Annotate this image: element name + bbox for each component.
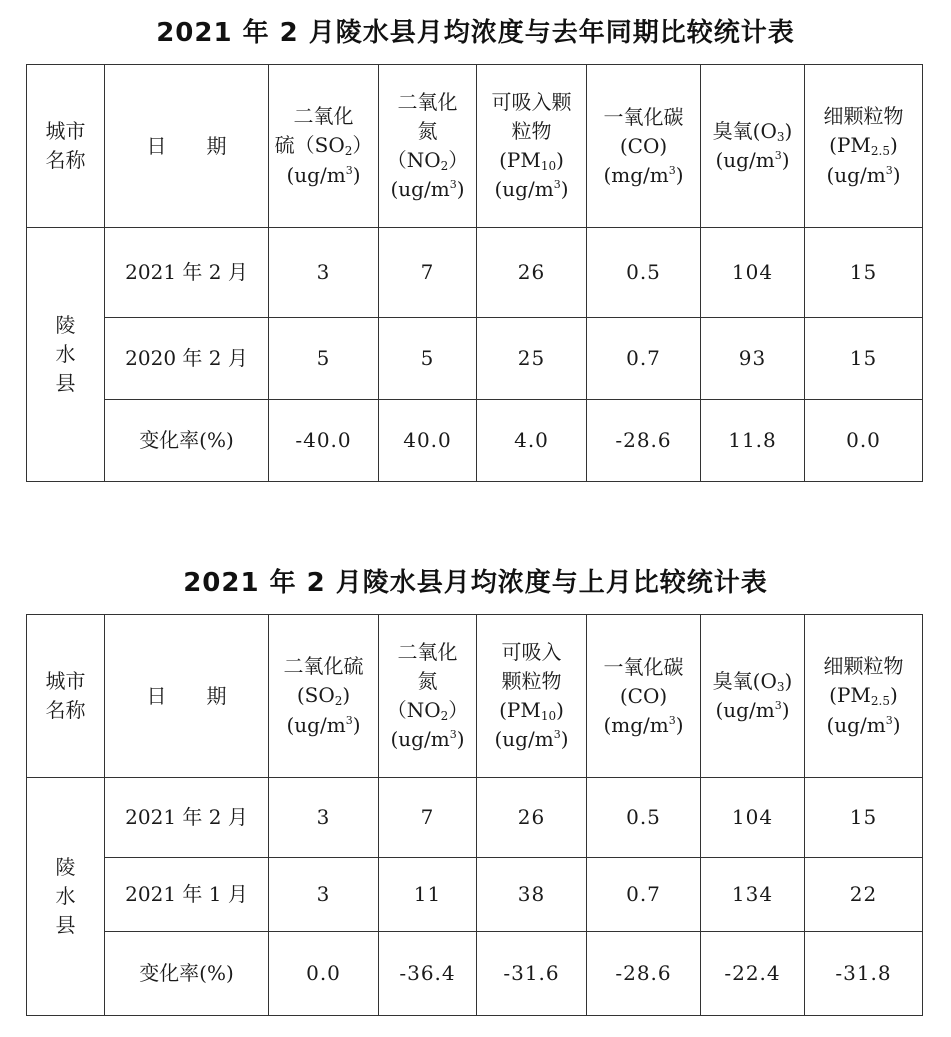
no2-value: 5 <box>379 318 477 400</box>
table-row <box>27 858 923 932</box>
date-cell: 变化率(%) <box>105 400 269 482</box>
table-row <box>27 318 923 400</box>
so2-value: 3 <box>269 778 379 858</box>
header-co: 一氧化碳 (CO) $(mg/m^3)$ <box>587 615 701 778</box>
table-row <box>27 778 923 858</box>
header-pm25: 细颗粒物 $(PM_{2.5})$ $(ug/m^3)$ <box>805 65 923 228</box>
header-so2: 二氧化硫 $(SO_2)$ $(ug/m^3)$ <box>269 615 379 778</box>
co-value: 0.7 <box>587 318 701 400</box>
comparison-table-month-over-month <box>26 614 923 1016</box>
header-pm10: 可吸入 颗粒物 $(PM_{10})$ $(ug/m^3)$ <box>477 615 587 778</box>
header-o3: 臭氧$(O_3)$ $(ug/m^3)$ <box>701 615 805 778</box>
so2-value: 0.0 <box>269 932 379 1016</box>
pm25-value: -31.8 <box>805 932 923 1016</box>
co-value: 0.5 <box>587 228 701 318</box>
date-cell: 变化率(%) <box>105 932 269 1016</box>
so2-value: -40.0 <box>269 400 379 482</box>
table-header-row <box>27 65 923 228</box>
header-o3: 臭氧$(O_3)$ $(ug/m^3)$ <box>701 65 805 228</box>
co-value: 0.7 <box>587 858 701 932</box>
pm25-value: 0.0 <box>805 400 923 482</box>
pm10-value: -31.6 <box>477 932 587 1016</box>
table2-title: 2021 年 2 月陵水县月均浓度与上月比较统计表 <box>183 568 768 598</box>
table-row-change-rate <box>27 932 923 1016</box>
o3-value: 134 <box>701 858 805 932</box>
table-header-row <box>27 615 923 778</box>
pm25-value: 15 <box>805 228 923 318</box>
comparison-table-year-over-year <box>26 64 923 482</box>
city-name-cell: 陵 水 县 <box>27 228 105 482</box>
pm25-value: 15 <box>805 318 923 400</box>
table-row-change-rate <box>27 400 923 482</box>
header-no2: 二氧化 氮$(NO_2)$ $(ug/m^3)$ <box>379 65 477 228</box>
date-cell: 2021 年 2 月 <box>105 778 269 858</box>
pm10-value: 26 <box>477 228 587 318</box>
header-city-name: 城市 名称 <box>27 65 105 228</box>
so2-value: 5 <box>269 318 379 400</box>
pm25-value: 15 <box>805 778 923 858</box>
pm25-value: 22 <box>805 858 923 932</box>
header-city-name: 城市 名称 <box>27 615 105 778</box>
city-name-cell: 陵 水 县 <box>27 778 105 1016</box>
header-date: 日 期 <box>105 615 269 778</box>
pm10-value: 25 <box>477 318 587 400</box>
o3-value: 93 <box>701 318 805 400</box>
header-pm25: 细颗粒物 $(PM_{2.5})$ $(ug/m^3)$ <box>805 615 923 778</box>
header-co: 一氧化碳 (CO) $(mg/m^3)$ <box>587 65 701 228</box>
no2-value: -36.4 <box>379 932 477 1016</box>
co-value: -28.6 <box>587 400 701 482</box>
co-value: 0.5 <box>587 778 701 858</box>
header-no2: 二氧化 氮$(NO_2)$ $(ug/m^3)$ <box>379 615 477 778</box>
date-cell: 2021 年 2 月 <box>105 228 269 318</box>
table1-title: 2021 年 2 月陵水县月均浓度与去年同期比较统计表 <box>156 18 795 48</box>
o3-value: 104 <box>701 778 805 858</box>
so2-value: 3 <box>269 858 379 932</box>
date-cell: 2020 年 2 月 <box>105 318 269 400</box>
pm10-value: 4.0 <box>477 400 587 482</box>
pm10-value: 38 <box>477 858 587 932</box>
header-pm10: 可吸入颗 粒物 $(PM_{10})$ $(ug/m^3)$ <box>477 65 587 228</box>
header-date: 日 期 <box>105 65 269 228</box>
table-row <box>27 228 923 318</box>
no2-value: 11 <box>379 858 477 932</box>
header-so2: 二氧化 硫$(SO_2)$ $(ug/m^3)$ <box>269 65 379 228</box>
date-cell: 2021 年 1 月 <box>105 858 269 932</box>
so2-value: 3 <box>269 228 379 318</box>
o3-value: 104 <box>701 228 805 318</box>
co-value: -28.6 <box>587 932 701 1016</box>
no2-value: 7 <box>379 778 477 858</box>
no2-value: 40.0 <box>379 400 477 482</box>
o3-value: -22.4 <box>701 932 805 1016</box>
o3-value: 11.8 <box>701 400 805 482</box>
no2-value: 7 <box>379 228 477 318</box>
pm10-value: 26 <box>477 778 587 858</box>
